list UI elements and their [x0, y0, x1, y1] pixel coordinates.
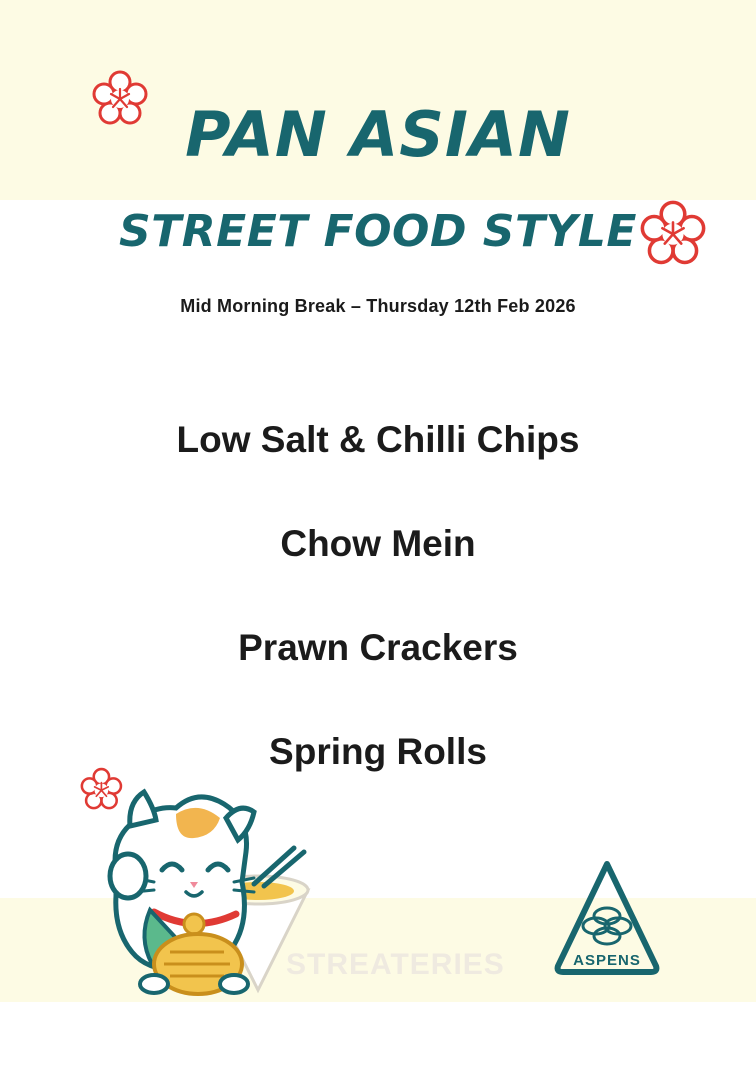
- menu-item: Spring Rolls: [269, 731, 487, 772]
- page-subtitle: STREET FOOD STYLE: [119, 206, 637, 257]
- menu-item: Prawn Crackers: [238, 627, 518, 668]
- streateries-watermark: STREATERIES: [286, 948, 505, 981]
- menu-item: Low Salt & Chilli Chips: [176, 419, 580, 460]
- service-date-line: Mid Morning Break – Thursday 12th Feb 2026: [180, 296, 576, 316]
- aspens-wordmark: ASPENS: [573, 952, 641, 969]
- menu-item: Chow Mein: [280, 523, 476, 564]
- page-title: PAN ASIAN: [185, 98, 571, 171]
- maneki-neko-icon: [58, 752, 314, 1002]
